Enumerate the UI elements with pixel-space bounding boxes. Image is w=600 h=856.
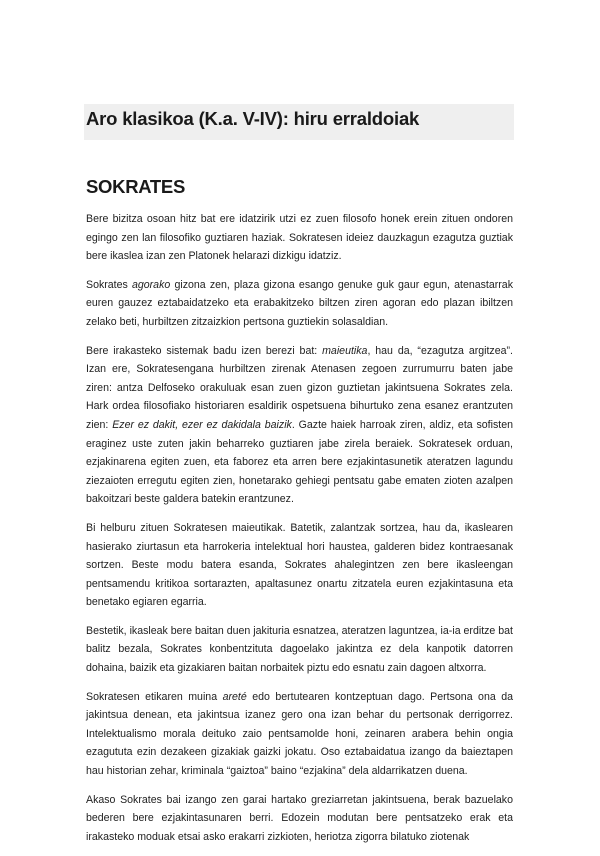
paragraph-text: gizona zen, plaza gizona esango genuke guk gaur egun, atenastarrak euren gauzez eztabaidatzeko eta erabakitzeko biltzen ziren agoran edo plazan ibiltzen zelako beti, hurbiltzen zitzaizkion pertsona guztiekin solasaldian. bbox=[86, 278, 513, 328]
italic-term: Ezer ez dakit, ezer ez dakidala baizik bbox=[112, 418, 292, 431]
paragraph-text: Bi helburu zituen Sokratesen maieutikak. Batetik, zalantzak sortzea, hau da, ikaslearen hasierako ziurtasun eta harrokeria intelektual hori haustea, galderen bidez kontraesanak sortzen. Beste modu batera esanda, Sokrates ahalegintzen zen bere ikasleengan pentsamendu kritikoa sortarazten, apaltasunez onartu zitzatela euren ezjakintasuna eta benetako egiaren egarria. bbox=[86, 521, 513, 609]
paragraph-text: Sokratesen etikaren muina bbox=[86, 690, 223, 703]
chapter-title: Aro klasikoa (K.a. V-IV): hiru erraldoiak bbox=[86, 108, 420, 129]
body-paragraph bbox=[86, 622, 513, 678]
paragraph-text: edo bertutearen kontzeptuan dago. Pertsona ona da jakintsua denean, eta jakintsua izanez gero ona izan behar du pertsonak derrigorrez. Intelektualismo morala deituko zaio pentsamolde honi, zeinaren arabera behin ongia ezagututa ezin dezakeen gizakiak gaizki jokatu. Oso eztabaidatua izango da baieztapen hau historian zehar, kriminala “gaiztoa” baino “ezjakina” dela aldarrikatzen duena. bbox=[86, 690, 513, 778]
paragraph-text: Bere irakasteko sistemak badu izen berezi bat: bbox=[86, 344, 323, 357]
body-paragraph bbox=[86, 342, 513, 509]
italic-term: agorako bbox=[131, 278, 171, 291]
italic-term: areté bbox=[222, 690, 247, 703]
section-title: SOKRATES bbox=[86, 176, 186, 197]
paragraph-text: Bere bizitza osoan hitz bat ere idatzirik utzi ez zuen filosofo honek erein zituen ondoren egingo zen lan filosofiko guztiaren haziak. Sokratesen ideiez dauzkagun ezagutza guztiak bere ikaslea izan zen Platonek helarazi dizkigu idatziz. bbox=[86, 213, 513, 263]
body-paragraph bbox=[86, 210, 513, 266]
body-paragraph bbox=[86, 791, 513, 847]
paragraph-text: Sokrates bbox=[86, 278, 132, 291]
body-paragraph bbox=[86, 688, 513, 781]
body-paragraph bbox=[86, 276, 513, 332]
paragraph-text: , hau da, “ezagutza argitzea”. Izan ere, Sokratesengana hurbiltzen zirenak Atenasen zegoen zurrumurru baten jabe ziren: antza Delfoseko orakuluak esan zuen gizon guztietan jakintsuena Sokrates zela. Hark ordea filosofiako historiaren esaldirik ospetsuena bihurtuko zena esanez erantzuten zien: bbox=[86, 344, 513, 431]
italic-term: maieutika bbox=[322, 344, 368, 357]
body-paragraph bbox=[86, 519, 513, 612]
paragraph-text: . Gazte haiek harroak ziren, aldiz, eta sofisten eraginez uste zuten jakin beharreko guztiaren jabe zirela beraiek. Sokratesek orduan, ezjakinarena egiten zuen, eta faborez eta arren bere ezjakintasunetik ateratzen lagundu ziezaioten erregutu egiten zien, honetarako gehiegi pentsatu gabe ematen zioten azalpen bakoitzari beste galdera batekin erantzunez. bbox=[86, 418, 514, 506]
body-text bbox=[86, 210, 513, 856]
paragraph-text: Bestetik, ikasleak bere baitan duen jakituria esnatzea, ateratzen laguntzea, ia-ia erditze bat balitz bezala, Sokrates konbentzituta dagoelako jakintza ez dela kanpotik datorren dohaina, baizik eta gizakiaren baitan norbaitek piztu edo esnatu zain dagoen altxorra. bbox=[86, 624, 513, 675]
paragraph-text: Akaso Sokrates bai izango zen garai hartako greziarretan jakintsuena, berak bazuelako bederen bere ezjakintasunaren berri. Edozein modutan bere pentsatzeko erak eta irakasteko moduak etsai asko erakarri zizkioten, heriotza zigorra bilatuko ziotenak bbox=[86, 793, 513, 843]
